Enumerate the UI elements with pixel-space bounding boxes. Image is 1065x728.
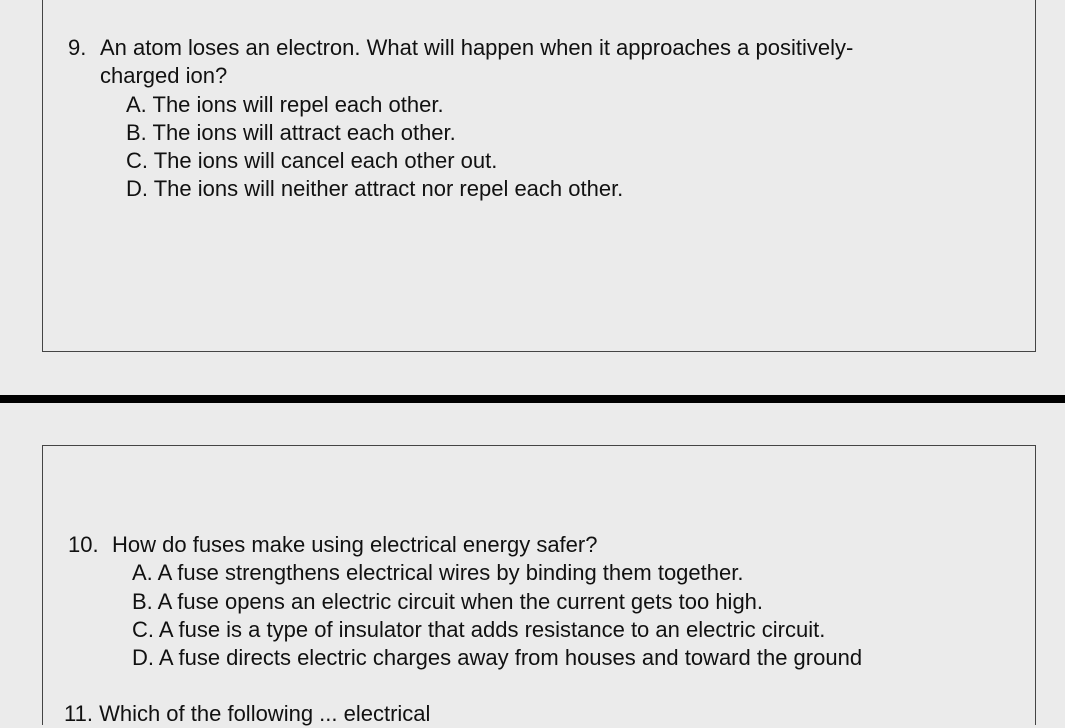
question-stem: How do fuses make using electrical energy safer? [112,532,598,557]
question-stem-line: An atom loses an electron. What will happen when it approaches a positively- [100,35,854,60]
answer-option-d[interactable]: D. The ions will neither attract nor repel each other. [126,176,624,202]
answer-option-c[interactable]: C. The ions will cancel each other out. [126,148,498,174]
question-number: 10. [68,532,99,557]
answer-option-b[interactable]: B. A fuse opens an electric circuit when the current gets too high. [132,588,764,614]
question-number: 9. [68,35,87,60]
answer-option-c[interactable]: C. A fuse is a type of insulator that adds resistance to an electric circuit. [132,616,826,642]
answer-option-a[interactable]: A. The ions will repel each other. [126,91,444,117]
answer-option-a[interactable]: A. A fuse strengthens electrical wires by binding them together. [132,560,744,586]
partial-next-question: 11. Which of the following ... electrical [64,701,431,726]
answer-option-d[interactable]: D. A fuse directs electric charges away from houses and toward the ground [132,645,863,671]
question-stem-line: charged ion? [100,63,228,89]
answer-option-b[interactable]: B. The ions will attract each other. [126,119,456,145]
page-divider [0,395,1065,403]
answer-options [132,559,862,672]
question-stem [100,34,980,91]
answer-options [126,91,623,204]
